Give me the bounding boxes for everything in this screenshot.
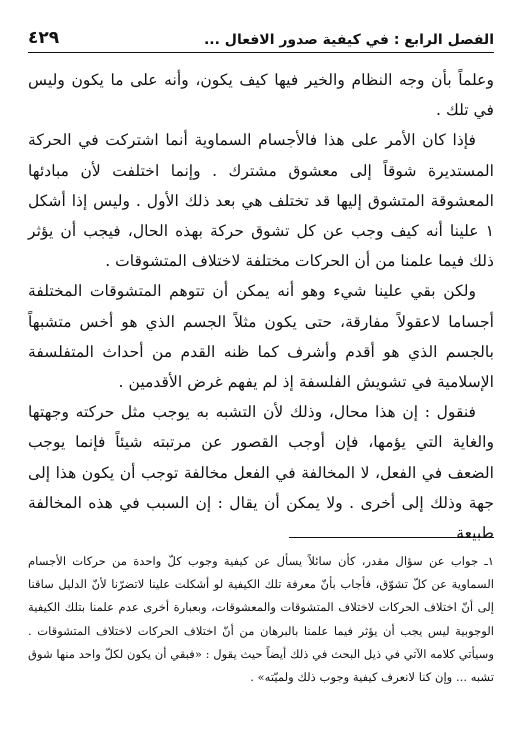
paragraph-4: فنقول : إن هذا محال، وذلك لأن التشبه به يوجب مثل حركته وجهتها والغاية التي يؤمها، فإن أوجب القصور عن مرتبته شيئاً فإنما يوجب الضعف في الفعل، لا المخالفة في الفعل مخالفة توجب أن يكون هذا إلى جهة وذلك إلى أخرى . ولا يمكن أن يقال : إن السبب في هذه المخالفة طبيعة <box>28 403 494 543</box>
running-head: الفصل الرابع : في كيفية صدور الافعال ... <box>203 32 494 48</box>
paragraph-2: فإذا كان الأمر على هذا فالأجسام السماوية أنما اشتركت في الحركة المستديرة شوقاً إلى معشوق مشترك . وإنما اختلفت لأن مبادئها المعشوقة المتشوق إليها قد تختلف هي بعد ذلك الأول . وليس إذا أشكل ١ علينا أنه كيف وجب عن كل تشوق حركة بهذه الحال، فيجب أن يؤثر ذلك فيما علمنا من أن الحركات مختلفة لاختلاف المتشوقات . <box>28 131 494 271</box>
main-text <box>28 65 494 548</box>
paragraph-1: وعلماً بأن وجه النظام والخير فيها كيف يكون، وأنه على ما يكون وليس في تلك . <box>28 71 494 120</box>
page-number: ٤٢٩ <box>28 28 60 48</box>
page-header <box>28 22 494 53</box>
footnote-section <box>28 550 494 689</box>
book-page <box>28 22 494 712</box>
footnote-divider <box>289 537 494 538</box>
footnote-1: ١ـ جواب عن سؤال مقدر، كأن سائلاً يسأل عن كيفية وجوب كلّ واحدة من حركات الأجسام السماوية عن كلّ تشوّق، فأجاب بأنّ معرفة تلك الكيفية لو أشكلت علينا لاتضرّنا لأنّ الدليل ساقنا إلى أنّ اختلاف الحركات لاختلاف المتشوقات والمعشوقات، وبعبارة أخرى عدم علمنا بتلك الكيفية الوجوبية ليس يجب أن يؤثر فيما علمنا بالبرهان من أنّ اختلاف الحركات لاختلاف المتشوقات . وسيأتي كلامه الآتي في ذيل البحث في ذلك أيضاً حيث يقول : «فبقي أن يكون لكلّ واحد منها شوق تشبه ... وإن كنا لانعرف كيفية وجوب ذلك ولميّته» . <box>28 554 494 685</box>
paragraph-3: ولكن بقي علينا شيء وهو أنه يمكن أن تتوهم المتشوقات المختلفة أجساما لاعقولاً مفارقة، حتى يكون مثلاً الجسم الذي هو أخس متشبهاً بالجسم الذي هو أقدم وأشرف كما ظنه القدم من أحداث المتفلسفة الإسلامية في تشويش الفلسفة إذ لم يفهم غرض الأقدمين . <box>28 282 494 392</box>
